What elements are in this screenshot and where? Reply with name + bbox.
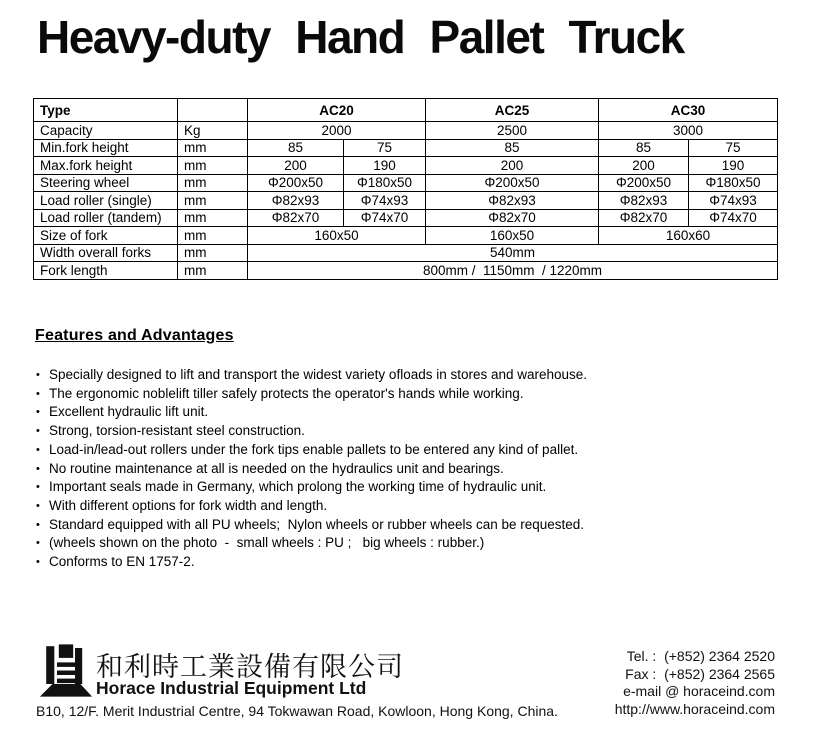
cell-value: 190 bbox=[689, 157, 778, 175]
cell-value: 160x50 bbox=[426, 227, 599, 245]
row-label: Steering wheel bbox=[34, 174, 178, 192]
row-label: Max.fork height bbox=[34, 157, 178, 175]
table-row bbox=[34, 262, 778, 280]
feature-text: Standard equipped with all PU wheels; Nylon wheels or rubber wheels can be requested. bbox=[49, 516, 585, 532]
feature-item bbox=[36, 422, 796, 441]
cell-value: 200 bbox=[426, 157, 599, 175]
feature-text: No routine maintenance at all is needed on the hydraulics unit and bearings. bbox=[49, 460, 504, 476]
bullet-icon: • bbox=[36, 462, 40, 475]
feature-item bbox=[36, 366, 796, 385]
cell-value: Φ82x93 bbox=[599, 192, 689, 210]
feature-item bbox=[36, 478, 796, 497]
bullet-icon: • bbox=[36, 387, 40, 400]
cell-value: Φ74x70 bbox=[344, 209, 426, 227]
cell-value: Φ74x70 bbox=[689, 209, 778, 227]
cell-value: Φ74x93 bbox=[344, 192, 426, 210]
tel-line: Tel. : (+852) 2364 2520 bbox=[626, 648, 775, 664]
bullet-icon: • bbox=[36, 425, 40, 438]
row-label: Min.fork height bbox=[34, 139, 178, 157]
feature-item bbox=[36, 553, 796, 572]
feature-text: (wheels shown on the photo - small wheels : PU ; big wheels : rubber.) bbox=[49, 535, 485, 551]
row-unit: Kg bbox=[178, 122, 248, 140]
cell-value: Φ200x50 bbox=[426, 174, 599, 192]
feature-text: Conforms to EN 1757-2. bbox=[49, 554, 195, 570]
cell-value: Φ82x70 bbox=[248, 209, 344, 227]
bullet-icon: • bbox=[36, 443, 40, 456]
page-title: Heavy-duty Hand Pallet Truck bbox=[37, 11, 684, 63]
email-line: e-mail @ horaceind.com bbox=[623, 683, 775, 699]
cell-value: 540mm bbox=[248, 244, 778, 262]
row-label: Fork length bbox=[34, 262, 178, 280]
company-name-chinese: 和利時工業設備有限公司 bbox=[96, 652, 404, 682]
table-row bbox=[34, 174, 778, 192]
table-row bbox=[34, 244, 778, 262]
cell-value: 85 bbox=[599, 139, 689, 157]
row-unit: mm bbox=[178, 244, 248, 262]
table-header-type: Type bbox=[34, 99, 178, 122]
feature-text: Specially designed to lift and transport the widest variety ofloads in stores and warehouse. bbox=[49, 367, 588, 382]
row-label: Load roller (tandem) bbox=[34, 209, 178, 227]
feature-item bbox=[36, 497, 796, 516]
table-header-model-ac20: AC20 bbox=[248, 99, 426, 122]
table-row bbox=[34, 157, 778, 175]
company-logo-icon bbox=[39, 642, 93, 699]
feature-text: Important seals made in Germany, which prolong the working time of hydraulic unit. bbox=[49, 479, 547, 495]
cell-value: 200 bbox=[248, 157, 344, 175]
table-row bbox=[34, 227, 778, 245]
feature-item bbox=[36, 403, 796, 422]
feature-item bbox=[36, 516, 796, 535]
company-address: B10, 12/F. Merit Industrial Centre, 94 Tokwawan Road, Kowloon, Hong Kong, China. bbox=[36, 703, 558, 719]
cell-value: 160x50 bbox=[248, 227, 426, 245]
features-heading: Features and Advantages bbox=[35, 327, 234, 344]
feature-item bbox=[36, 460, 796, 479]
cell-value: Φ82x93 bbox=[248, 192, 344, 210]
row-unit: mm bbox=[178, 209, 248, 227]
row-label: Width overall forks bbox=[34, 244, 178, 262]
feature-item bbox=[36, 534, 796, 553]
cell-value: 75 bbox=[689, 139, 778, 157]
cell-value: Φ180x50 bbox=[344, 174, 426, 192]
cell-value: 85 bbox=[248, 139, 344, 157]
cell-value: Φ200x50 bbox=[599, 174, 689, 192]
spec-table bbox=[33, 98, 778, 280]
row-unit: mm bbox=[178, 262, 248, 280]
table-row bbox=[34, 139, 778, 157]
cell-value: 190 bbox=[344, 157, 426, 175]
table-header-model-ac25: AC25 bbox=[426, 99, 599, 122]
table-row bbox=[34, 209, 778, 227]
table-row bbox=[34, 99, 778, 122]
feature-text: The ergonomic noblelift tiller safely protects the operator's hands while working. bbox=[49, 385, 524, 401]
contact-block bbox=[615, 648, 775, 718]
row-unit: mm bbox=[178, 227, 248, 245]
feature-item bbox=[36, 385, 796, 404]
cell-value: 75 bbox=[344, 139, 426, 157]
row-unit: mm bbox=[178, 174, 248, 192]
website-link: http://www.horaceind.com bbox=[614, 700, 775, 717]
cell-value: Φ82x70 bbox=[426, 209, 599, 227]
table-header-model-ac30: AC30 bbox=[599, 99, 778, 122]
bullet-icon: • bbox=[36, 518, 40, 531]
cell-value: 85 bbox=[426, 139, 599, 157]
features-list bbox=[36, 366, 796, 572]
cell-value: 160x60 bbox=[599, 227, 778, 245]
fax-line: Fax : (+852) 2364 2565 bbox=[625, 665, 775, 682]
cell-value: 3000 bbox=[599, 122, 778, 140]
bullet-icon: • bbox=[36, 481, 40, 494]
row-label: Load roller (single) bbox=[34, 192, 178, 210]
row-unit: mm bbox=[178, 139, 248, 157]
row-label: Capacity bbox=[34, 122, 178, 140]
bullet-icon: • bbox=[36, 556, 40, 569]
row-unit: mm bbox=[178, 192, 248, 210]
cell-value: 200 bbox=[599, 157, 689, 175]
bullet-icon: • bbox=[36, 406, 40, 419]
cell-value: 2500 bbox=[426, 122, 599, 140]
row-unit: mm bbox=[178, 157, 248, 175]
bullet-icon: • bbox=[36, 499, 40, 512]
cell-value: Φ200x50 bbox=[248, 174, 344, 192]
feature-text: Load-in/lead-out rollers under the fork tips enable pallets to be entered any kind of pallet. bbox=[49, 441, 579, 457]
table-header-unit bbox=[178, 99, 248, 122]
table-row bbox=[34, 122, 778, 140]
cell-value: 2000 bbox=[248, 122, 426, 140]
cell-value: Φ82x70 bbox=[599, 209, 689, 227]
feature-text: Excellent hydraulic lift unit. bbox=[49, 404, 209, 420]
row-label: Size of fork bbox=[34, 227, 178, 245]
cell-value: Φ180x50 bbox=[689, 174, 778, 192]
company-name-english: Horace Industrial Equipment Ltd bbox=[96, 678, 367, 698]
feature-text: Strong, torsion-resistant steel construction. bbox=[49, 423, 305, 439]
bullet-icon: • bbox=[36, 369, 40, 381]
cell-value: Φ82x93 bbox=[426, 192, 599, 210]
cell-value: Φ74x93 bbox=[689, 192, 778, 210]
cell-value: 800mm / 1150mm / 1220mm bbox=[248, 262, 778, 280]
feature-item bbox=[36, 441, 796, 460]
feature-text: With different options for fork width and length. bbox=[49, 497, 328, 513]
table-row bbox=[34, 192, 778, 210]
bullet-icon: • bbox=[36, 537, 40, 550]
